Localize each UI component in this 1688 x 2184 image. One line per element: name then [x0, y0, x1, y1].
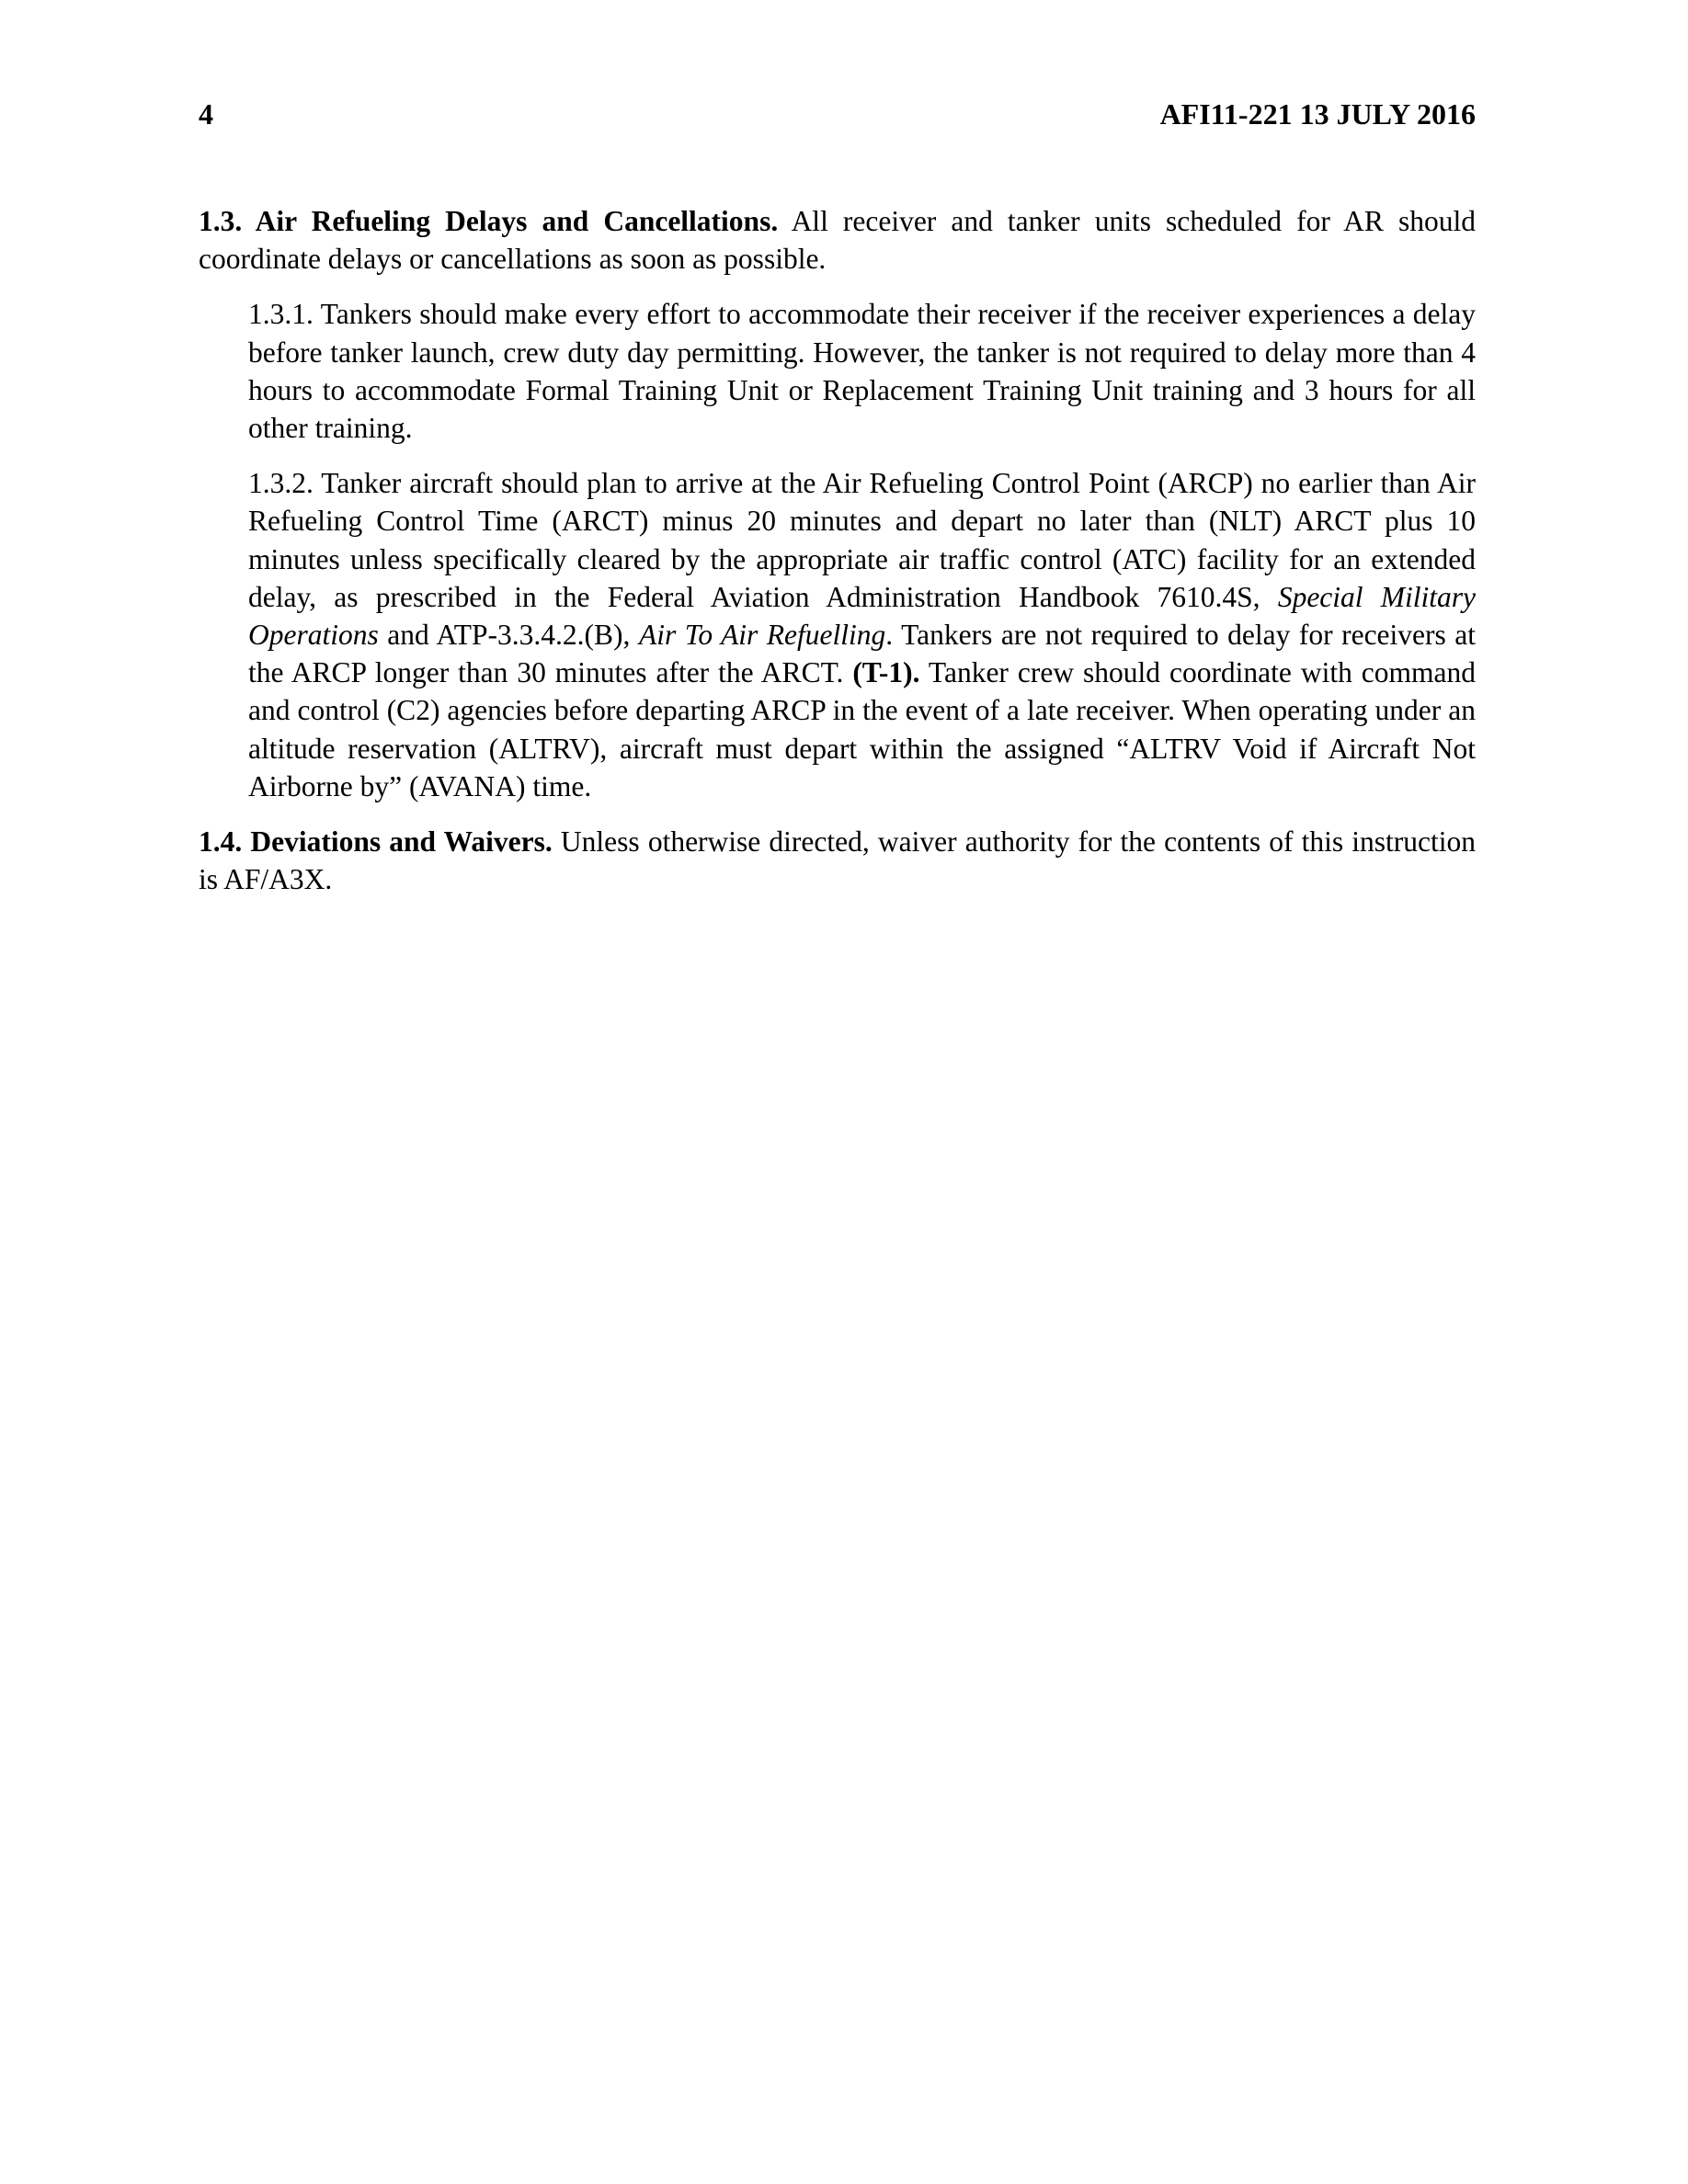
reference-title-air-to-air-refuelling: Air To Air Refuelling	[638, 619, 886, 652]
section-1-3-1-number: 1.3.1.	[248, 298, 314, 331]
section-1-3-2-text-b: and ATP-3.3.4.2.(B),	[387, 619, 631, 652]
page-header	[199, 96, 1476, 132]
reference-title-special-military-operations: Special Military Operations	[248, 580, 1477, 652]
section-1-3-heading: 1.3. Air Refueling Delays and Cancellations.	[199, 205, 779, 237]
section-1-3	[199, 202, 1476, 278]
section-1-3-2-text-c: . Tankers are not required to delay for receivers at the ARCP longer than 30 minutes after the ARCT.	[248, 619, 1477, 689]
section-1-3-2	[248, 464, 1476, 805]
page-number: 4	[199, 97, 213, 131]
section-1-3-2-number: 1.3.2.	[248, 467, 314, 500]
section-1-3-2-text-a: Tanker aircraft should plan to arrive at the Air Refueling Control Point (ARCP) no earlier than Air Refueling Control Time (ARCT) minus 20 minutes and depart no later than (NLT) ARCT plus 10 minutes unless specifically cleared by the appropriate air traffic control (ATC) facility for an extended delay, as prescribed in the Federal Aviation Administration Handbook 7610.4S,	[248, 467, 1476, 613]
tier-marker: (T-1).	[852, 656, 920, 689]
document-page	[199, 96, 1476, 898]
section-1-3-1	[248, 295, 1476, 447]
section-1-3-1-text: Tankers should make every effort to accommodate their receiver if the receiver experiences a delay before tanker launch, crew duty day permitting. However, the tanker is not required to delay more than 4 hours to accommodate Formal Training Unit or Replacement Training Unit training and 3 hours for all other training.	[248, 298, 1476, 445]
section-1-4-heading: 1.4. Deviations and Waivers.	[199, 825, 553, 859]
section-1-4	[199, 823, 1476, 898]
section-1-3-2-text-d: Tanker crew should coordinate with command and control (C2) agencies before departing ARCP in the event of a late receiver. When operating under an altitude reservation (ALTRV), aircraft must depart within the assigned “ALTRV Void if Aircraft Not Airborne by” (AVANA) time.	[248, 656, 1477, 802]
document-id-date: AFI11-221 13 JULY 2016	[1159, 97, 1476, 131]
section-1-4-text: Unless otherwise directed, waiver authority for the contents of this instruction is AF/A3X.	[199, 825, 1476, 896]
section-1-3-text: All receiver and tanker units scheduled for AR should coordinate delays or cancellations as soon as possible.	[199, 205, 1476, 276]
